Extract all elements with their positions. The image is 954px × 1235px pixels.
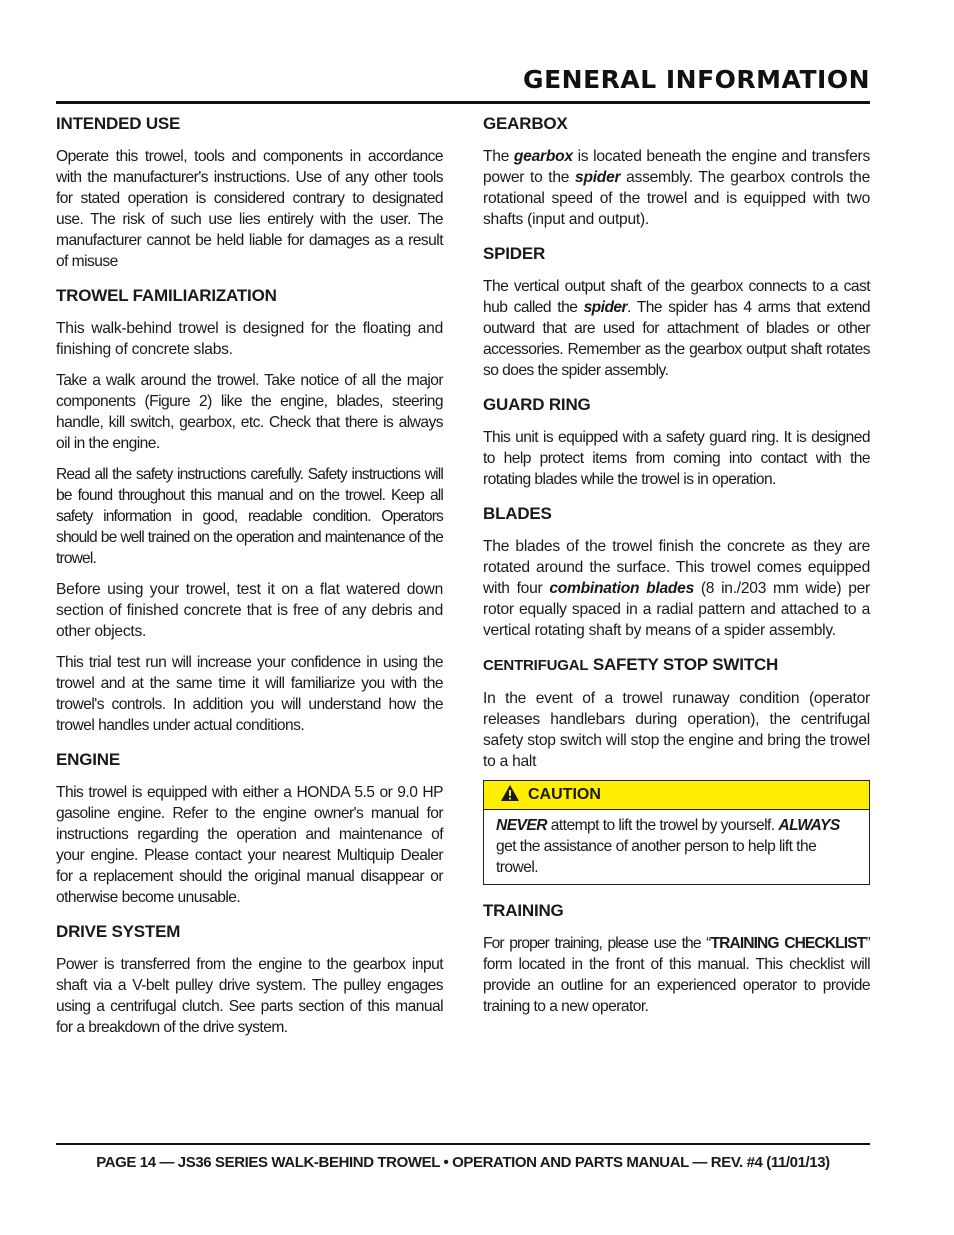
section-drive-system: [56, 920, 443, 1038]
paragraph: This walk-behind trowel is designed for the floating and finishing of concrete slabs.: [56, 320, 443, 358]
caution-header: [484, 781, 869, 810]
section-heading: GUARD RING: [483, 395, 591, 414]
section-engine: [56, 748, 443, 908]
emphasis: spider: [583, 299, 628, 316]
emphasis: ALWAYS: [778, 817, 840, 834]
section-training: [483, 899, 870, 1017]
section-heading: TROWEL FAMILIARIZATION: [56, 286, 277, 305]
paragraph: This unit is equipped with a safety guard ring. It is designed to help protect items from coming into contact with the rotating blades while the trowel is in operation.: [483, 429, 870, 488]
text-span: The vertical output shaft of the gearbox connects to a cast hub called the: [483, 278, 870, 316]
text-span: The blades of the trowel finish the concrete as they are rotated around the surface. This trowel comes equipped with four: [483, 538, 870, 597]
text-span: . The spider has 4 arms that extend outward that are used for attachment of blades or other accessories. Remember as the gearbox output shaft rotates so does the spider assembly.: [483, 299, 871, 379]
paragraph: Read all the safety instructions carefully. Safety instructions will be found throughout this manual and on the trowel. Keep all safety information in good, readable condition. Operators should be well trained on the operation and maintenance of the trowel.: [56, 466, 443, 567]
text-span: get the assistance of another person to help lift the trowel.: [496, 838, 817, 876]
section-spider: [483, 242, 870, 381]
caution-box: [483, 780, 870, 885]
caution-label: CAUTION: [528, 786, 601, 803]
section-heading: ENGINE: [56, 750, 120, 769]
heading-part: CENTRIFUGAL: [483, 657, 589, 674]
text-span: ” form located in the front of this manual. This checklist will provide an outline for an experienced operator to provide training to a new operator.: [483, 935, 870, 1015]
section-heading: GEARBOX: [483, 114, 568, 133]
section-trowel-familiarization: [56, 284, 443, 736]
paragraph: Power is transferred from the engine to the gearbox input shaft via a V-belt pulley drive system. The pulley engages using a centrifugal clutch. See parts section of this manual for a breakdown of the drive system.: [56, 956, 443, 1036]
page-title: GENERAL INFORMATION: [523, 65, 870, 94]
emphasis: combination blades: [549, 580, 695, 597]
section-guard-ring: [483, 393, 870, 490]
text-span: (8 in./203 mm wide) per rotor equally spaced in a radial pattern and attached to a vertical rotating shaft by means of a spider assembly.: [483, 580, 870, 639]
footer-rule: [56, 1143, 870, 1145]
warning-triangle-icon: [500, 784, 520, 807]
text-span: assembly. The gearbox controls the rotational speed of the trowel and is equipped with two shafts (input and output).: [483, 169, 870, 228]
header-rule: [56, 101, 870, 104]
paragraph: [483, 146, 870, 230]
heading-part: SAFETY STOP SWITCH: [588, 655, 779, 674]
text-span: attempt to lift the trowel by yourself.: [546, 817, 779, 834]
text-span: The: [483, 148, 514, 165]
paragraph: In the event of a trowel runaway condition (operator releases handlebars during operation), the centrifugal safety stop switch will stop the engine and bring the trowel to a halt: [483, 690, 870, 770]
page-footer: PAGE 14 — JS36 SERIES WALK-BEHIND TROWEL • OPERATION AND PARTS MANUAL — REV. #4 (11/01/13): [96, 1154, 830, 1171]
emphasis: NEVER: [496, 817, 547, 834]
paragraph: [483, 276, 870, 381]
left-column: [56, 112, 443, 1050]
section-intended-use: [56, 112, 443, 272]
paragraph: [483, 536, 870, 641]
emphasis: TRAINING CHECKLIST: [710, 935, 866, 952]
paragraph: Operate this trowel, tools and components in accordance with the manufacturer's instructions. Use of any other tools for stated operation is considered contrary to designated use. The risk of such use lies entirely with the user. The manufacturer cannot be held liable for damages as a result of misuse: [56, 148, 443, 270]
emphasis: gearbox: [513, 148, 573, 165]
paragraph: Before using your trowel, test it on a flat watered down section of finished concrete that is free of any debris and other objects.: [56, 581, 443, 640]
paragraph: This trial test run will increase your confidence in using the trowel and at the same time it will familiarize you with the trowel's controls. In addition you will understand how the trowel handles under actual conditions.: [56, 654, 443, 734]
caution-text: [484, 810, 869, 884]
page-header: [56, 60, 870, 100]
section-heading: [483, 653, 870, 678]
text-span: For proper training, please use the “: [483, 935, 711, 952]
paragraph: This trowel is equipped with either a HONDA 5.5 or 9.0 HP gasoline engine. Refer to the engine owner's manual for instructions regarding the operation and maintenance of your engine. Please contact your nearest Multiquip Dealer for a replacement should the original manual disappear or otherwise become unusable.: [56, 784, 443, 906]
section-heading: INTENDED USE: [56, 114, 181, 133]
section-gearbox: [483, 112, 870, 230]
text-span: is located beneath the engine and transfers power to the: [483, 148, 870, 186]
section-heading: TRAINING: [483, 901, 564, 920]
section-blades: [483, 502, 870, 641]
paragraph: Take a walk around the trowel. Take notice of all the major components (Figure 2) like the engine, blades, steering handle, kill switch, gearbox, etc. Check that there is always oil in the engine.: [56, 372, 443, 452]
paragraph: [483, 933, 870, 1017]
emphasis: spider: [575, 169, 621, 186]
right-column: [483, 112, 870, 1029]
section-heading: SPIDER: [483, 244, 546, 263]
section-heading: DRIVE SYSTEM: [56, 922, 181, 941]
section-centrifugal-switch: [483, 653, 870, 885]
section-heading: BLADES: [483, 504, 552, 523]
